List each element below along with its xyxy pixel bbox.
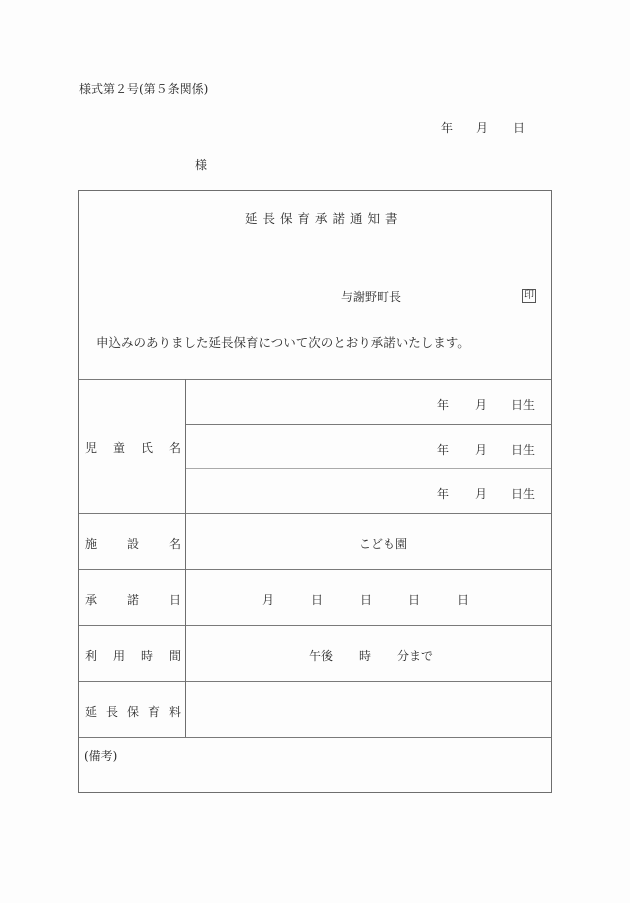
label-char: 料 bbox=[168, 704, 181, 719]
hour-label: 時 bbox=[359, 649, 372, 663]
birth-day: 日生 bbox=[511, 398, 536, 412]
minute-until-label: 分まで bbox=[397, 649, 434, 663]
birth-year: 年 bbox=[437, 398, 450, 412]
divider bbox=[186, 468, 551, 469]
notice-form bbox=[78, 190, 552, 793]
label-char: 延 bbox=[85, 704, 98, 719]
date-year: 年 bbox=[441, 121, 454, 135]
facility-label bbox=[85, 535, 181, 551]
approval-day: 日 bbox=[457, 593, 470, 607]
document-title: 延長保育承諾通知書 bbox=[245, 211, 403, 226]
label-char: 童 bbox=[112, 440, 125, 455]
child-name-label bbox=[85, 439, 181, 455]
date-month: 月 bbox=[476, 121, 489, 135]
form-number: 様式第２号(第５条関係) bbox=[79, 82, 209, 96]
birth-day: 日生 bbox=[511, 487, 536, 501]
remarks-label: (備考) bbox=[84, 749, 118, 763]
label-char: 児 bbox=[85, 440, 98, 455]
divider bbox=[79, 513, 551, 514]
divider bbox=[79, 569, 551, 570]
column-divider bbox=[185, 379, 186, 737]
label-char: 保 bbox=[126, 704, 139, 719]
label-char: 時 bbox=[140, 648, 153, 663]
approval-date-label bbox=[85, 591, 181, 607]
divider bbox=[186, 424, 551, 425]
label-char: 日 bbox=[168, 592, 181, 607]
label-char: 長 bbox=[105, 704, 118, 719]
label-char: 設 bbox=[126, 536, 139, 551]
approval-month: 月 bbox=[262, 593, 275, 607]
birth-month: 月 bbox=[475, 487, 488, 501]
birth-month: 月 bbox=[475, 398, 488, 412]
birth-month: 月 bbox=[475, 443, 488, 457]
label-char: 利 bbox=[85, 648, 98, 663]
usage-time-label bbox=[85, 647, 181, 663]
date-day: 日 bbox=[513, 121, 526, 135]
divider bbox=[79, 625, 551, 626]
label-char: 承 bbox=[85, 592, 98, 607]
label-char: 名 bbox=[168, 536, 181, 551]
remarks-field[interactable] bbox=[79, 763, 551, 791]
divider bbox=[79, 379, 551, 380]
label-char: 施 bbox=[85, 536, 98, 551]
approval-day: 日 bbox=[360, 593, 373, 607]
fee-label bbox=[85, 703, 181, 719]
divider bbox=[79, 737, 551, 738]
addressee-suffix: 様 bbox=[195, 158, 208, 172]
birth-year: 年 bbox=[437, 443, 450, 457]
approval-day: 日 bbox=[311, 593, 324, 607]
label-char: 名 bbox=[168, 440, 181, 455]
approval-message: 申込みのありました延長保育について次のとおり承諾いたします。 bbox=[96, 335, 470, 350]
pm-label: 午後 bbox=[309, 649, 334, 663]
label-char: 間 bbox=[168, 648, 181, 663]
label-char: 諾 bbox=[126, 592, 139, 607]
birth-year: 年 bbox=[437, 487, 450, 501]
issuer-name: 与謝野町長 bbox=[341, 290, 402, 304]
label-char: 氏 bbox=[140, 440, 153, 455]
label-char: 育 bbox=[147, 704, 160, 719]
label-char: 用 bbox=[112, 648, 125, 663]
birth-day: 日生 bbox=[511, 443, 536, 457]
fee-value[interactable] bbox=[187, 682, 551, 736]
facility-value[interactable]: こども園 bbox=[359, 537, 408, 551]
approval-day: 日 bbox=[408, 593, 421, 607]
seal-mark: 印 bbox=[524, 290, 534, 301]
